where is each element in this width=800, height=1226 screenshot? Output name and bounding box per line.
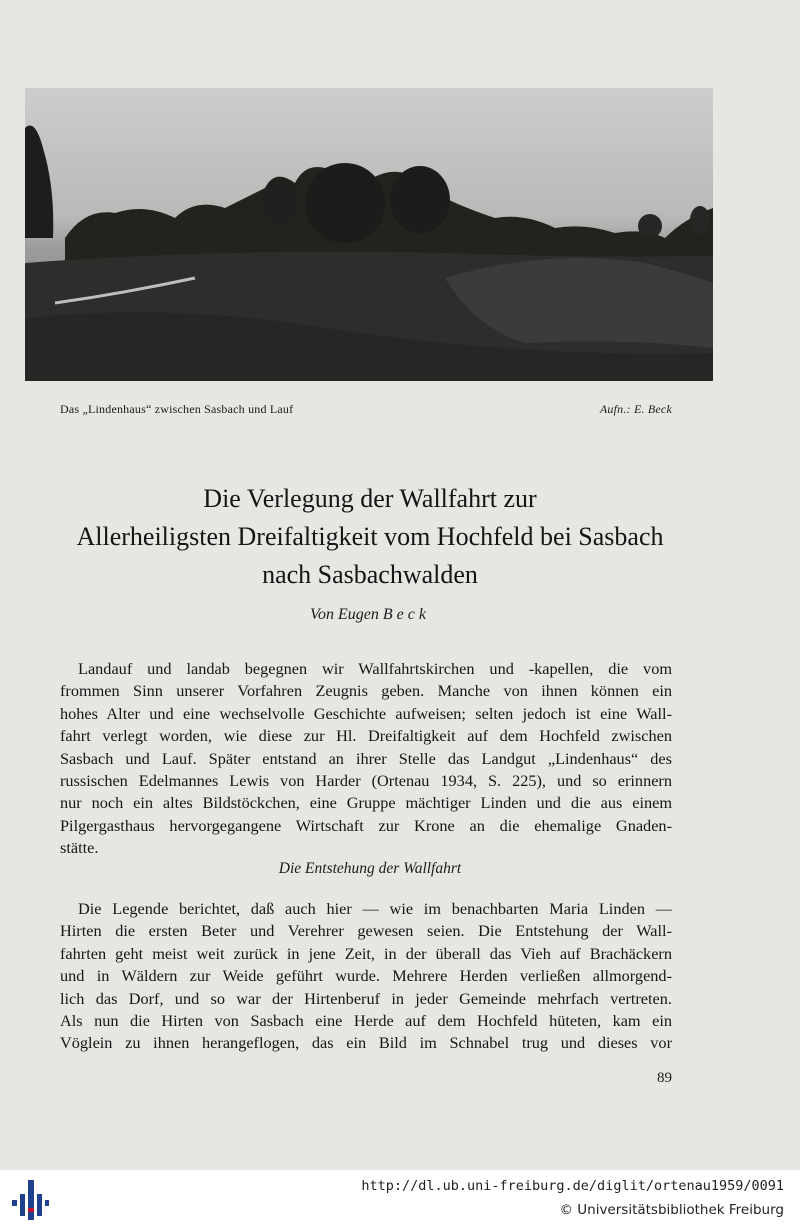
page-number: 89 bbox=[657, 1070, 672, 1086]
paragraph-introduction bbox=[60, 658, 672, 860]
title-line: Die Verlegung der Wallfahrt zur bbox=[203, 484, 537, 513]
photo-credit: Aufn.: E. Beck bbox=[599, 402, 672, 416]
text-line: fahrt verlegt worden, wie diese zur Hl. Dreifaltigkeit auf dem Hochfeld zwischen bbox=[60, 726, 672, 746]
text-line: Sasbach und Lauf. Später entstand an ihrer Stelle das Landgut „Lindenhaus“ des bbox=[60, 748, 672, 768]
landscape-photo-illustration bbox=[25, 88, 713, 381]
text-line: fahrten geht meist weit zurück in jene Zeit, in der überall das Vieh auf Brachäckern bbox=[60, 943, 672, 963]
text-line: und in Wäldern zur Weide geführt wurde. Mehrere Herden verließen allmorgend- bbox=[60, 966, 672, 986]
text-line: Die Legende berichtet, daß auch hier — wie im benachbarten Maria Linden — bbox=[78, 899, 672, 918]
section-heading: Die Entstehung der Wallfahrt bbox=[278, 860, 462, 877]
text-line: Hirten die ersten Beter und Verehrer gewesen seien. Die Entstehung der Wall- bbox=[60, 921, 672, 941]
library-footer bbox=[0, 1170, 800, 1226]
article-title bbox=[40, 480, 700, 594]
copyright-notice: © Universitätsbibliothek Freiburg bbox=[559, 1202, 784, 1218]
text-line: frommen Sinn unserer Vorfahren Zeugnis geben. Manche von ihnen können ein bbox=[60, 681, 672, 701]
text-line: Vöglein zu ihnen herangeflogen, das ein Bild im Schnabel trug und dieses vor bbox=[60, 1033, 672, 1053]
paragraph-origin bbox=[60, 898, 672, 1055]
text-line: russischen Edelmannes Lewis von Harder (Ortenau 1934, S. 225), und so erinnern bbox=[60, 771, 672, 791]
university-library-logo-icon bbox=[10, 1178, 50, 1220]
text-line: Als nun die Hirten von Sasbach eine Herde auf dem Hochfeld hüteten, kam ein bbox=[60, 1011, 672, 1031]
landscape-photo bbox=[25, 88, 713, 381]
text-line: hohes Alter und eine wechselvolle Geschichte aufweisen; selten jedoch ist eine Wall- bbox=[60, 703, 672, 723]
article-byline bbox=[40, 606, 700, 624]
permalink-link[interactable]: http://dl.ub.uni-freiburg.de/diglit/ortenau1959/0091 bbox=[361, 1178, 784, 1194]
text-line: lich das Dorf, und so war der Hirtenberuf in jeder Gemeinde mehrfach vertreten. bbox=[60, 988, 672, 1008]
text-line: stätte. bbox=[60, 838, 99, 858]
text-line: Pilgergasthaus hervorgegangene Wirtschaft zur Krone an die ehemalige Gnaden- bbox=[60, 815, 672, 835]
byline-prefix: Von Eugen bbox=[310, 606, 379, 623]
text-line: Landauf und landab begegnen wir Wallfahrtskirchen und -kapellen, die vom bbox=[78, 659, 672, 678]
title-line: Allerheiligsten Dreifaltigkeit vom Hochfeld bei Sasbach bbox=[76, 522, 664, 551]
photo-caption: Das „Lindenhaus“ zwischen Sasbach und Lauf bbox=[60, 402, 294, 416]
byline-author: Beck bbox=[382, 606, 430, 623]
text-line: nur noch ein altes Bildstöckchen, eine Gruppe mächtiger Linden und die aus einem bbox=[60, 793, 672, 813]
title-line: nach Sasbachwalden bbox=[262, 560, 478, 589]
